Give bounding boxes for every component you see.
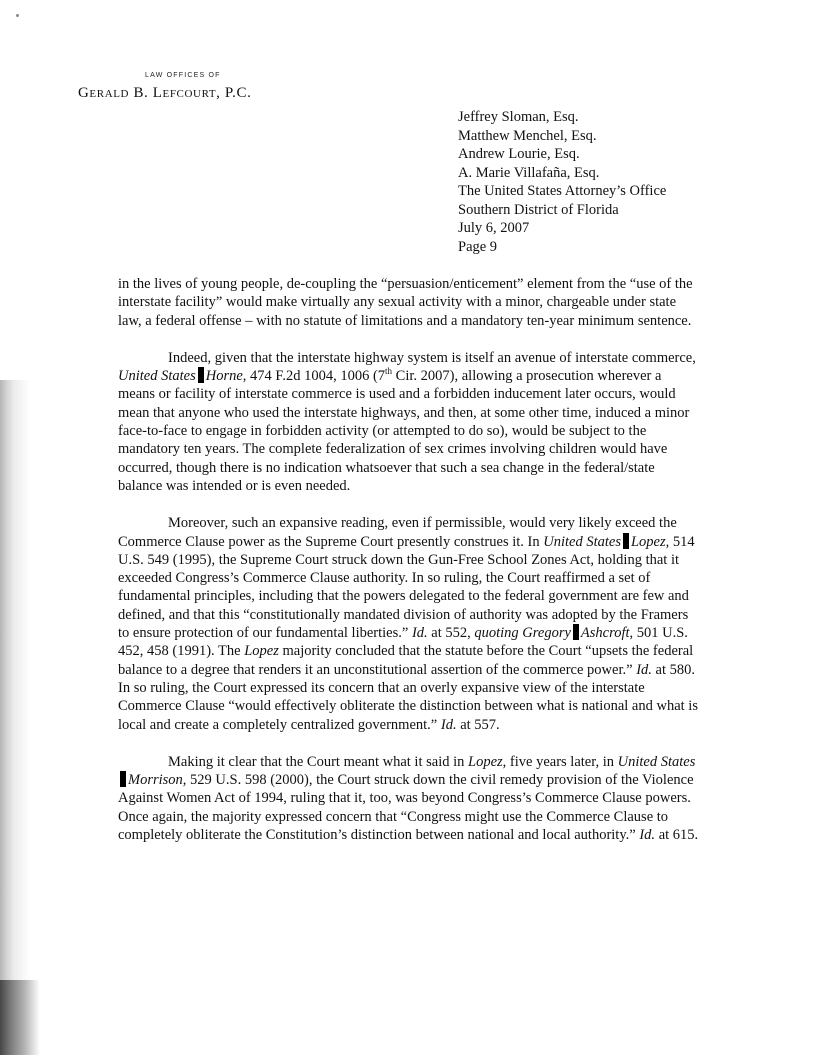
redaction-mark: [120, 771, 126, 787]
recipient-line: The United States Attorney’s Office: [458, 183, 667, 199]
recipient-line: Matthew Menchel, Esq.: [458, 127, 597, 144]
recipient-line: A. Marie Villafaña, Esq.: [458, 164, 600, 181]
paragraph-3: Moreover, such an expansive reading, even if permissible, would very likely exceed the Commerce Clause power as the Supreme Court presently construes it. In United States Lopez, 514 U.S. 549 (1995), the Supreme Court struck down the Gun-Free School Zones Act, holding that it exceeded Congress’s Commerce Clause authority. In so ruling, the Court reaffirmed a set of fundamental principles, including that the powers delegated to the federal government are few and defined, and that this “constitutionally mandated division of authority was adopted by the Framers to ensure protection of our fundamental liberties.” Id. at 552, quoting Gregory Ashcroft, 501 U.S. 452, 458 (1991). The Lopez majority concluded that the statute before the Court “upsets the federal balance to a degree that renders it an unconstitutional assertion of the commerce power.” Id. at 580. In so ruling, the Court expressed its concern that an overly expansive view of the interstate Commerce Clause “would effectively obliterate the distinction between what is national and what is local and create a completely centralized government.” Id. at 557.: [118, 515, 698, 733]
redaction-mark: [623, 533, 629, 549]
scan-speck: [16, 14, 19, 17]
redaction-mark: [573, 624, 579, 640]
recipient-line: Jeffrey Sloman, Esq.: [458, 109, 579, 125]
scan-binding-shadow: [0, 380, 32, 1055]
letter-date: July 6, 2007: [458, 220, 530, 236]
paragraph-2: Indeed, given that the interstate highway system is itself an avenue of interstate commerce, United States Horne, 474 F.2d 1004, 1006 (7th Cir. 2007), allowing a prosecution wherever a means or facility of interstate commerce is used and a forbidden inducement later occurs, would mean that anyone who used the interstate highways, and then, at some other time, induced a minor face-to-face to engage in forbidden activity (or attempted to do so), would be subject to the mandatory ten years. The complete federalization of sex crimes involving children would have occurred, though there is no indication whatsoever that such a sea change in the federal/state balance was intended or is even needed.: [118, 349, 696, 494]
case-citation: quoting Gregory: [474, 625, 571, 642]
scan-corner-shadow: [0, 980, 40, 1055]
case-citation: Ashcroft: [580, 625, 630, 642]
case-citation: Morrison: [128, 772, 183, 789]
letter-body: [118, 275, 700, 863]
case-citation: United States: [617, 753, 696, 770]
case-citation: United States: [118, 368, 196, 385]
redaction-mark: [198, 367, 204, 383]
paragraph-1: in the lives of young people, de-coupling the “persuasion/enticement” element from the “use of the interstate facility” would make virtually any sexual activity with a minor, chargeable under state law, a federal offense – with no statute of limitations and a mandatory ten-year minimum sentence.: [118, 276, 693, 329]
case-citation: Horne: [205, 368, 243, 385]
paragraph-4: Making it clear that the Court meant what it said in Lopez, five years later, in United StatesMorrison, 529 U.S. 598 (2000), the Court struck down the civil remedy provision of the Violence Against Women Act of 1994, ruling that it, too, was beyond Congress’s Commerce Clause powers. Once again, the majority expressed concern that “Congress might use the Commerce Clause to completely obliterate the Constitution’s distinction between national and local authority.” Id. at 615.: [118, 753, 699, 844]
recipient-line: Andrew Lourie, Esq.: [458, 146, 580, 162]
recipient-block: [458, 108, 666, 256]
letterhead-caption: LAW OFFICES OF: [145, 72, 221, 79]
recipient-line: Southern District of Florida: [458, 201, 619, 218]
case-citation: Lopez: [630, 533, 666, 550]
letterhead-firm-name: Gerald B. Lefcourt, P.C.: [78, 85, 252, 101]
page-number: Page 9: [458, 238, 498, 255]
case-citation: United States: [543, 533, 621, 550]
